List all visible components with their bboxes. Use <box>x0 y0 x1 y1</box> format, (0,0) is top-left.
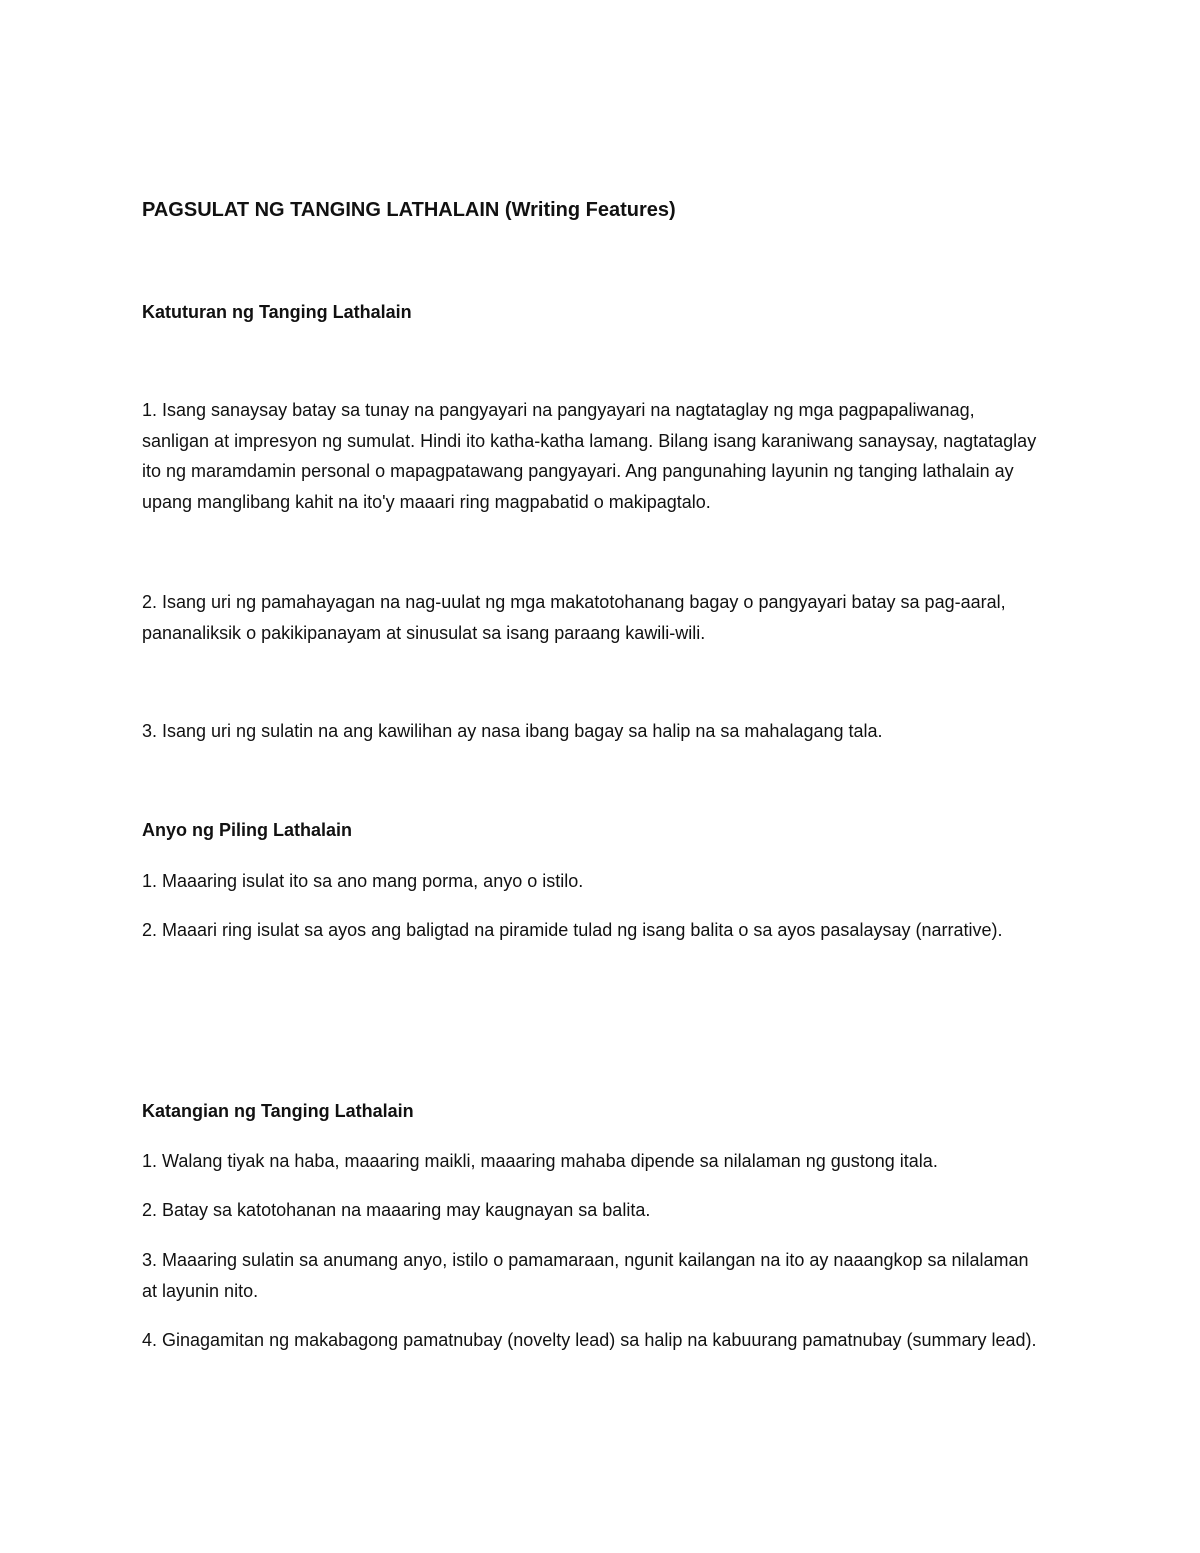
list-item: 2. Maaari ring isulat sa ayos ang baligtad na piramide tulad ng isang balita o sa ayos pasalaysay (narrative). <box>142 920 1003 940</box>
document-title: PAGSULAT NG TANGING LATHALAIN (Writing Features) <box>142 199 676 221</box>
list-item: 1. Walang tiyak na haba, maaaring maikli, maaaring mahaba dipende sa nilalaman ng gustong itala. <box>142 1151 938 1171</box>
list-item: 4. Ginagamitan ng makabagong pamatnubay (novelty lead) sa halip na kabuurang pamatnubay (summary lead). <box>142 1330 1037 1350</box>
section-heading-katangian: Katangian ng Tanging Lathalain <box>142 1101 414 1121</box>
section-heading-anyo: Anyo ng Piling Lathalain <box>142 820 353 840</box>
list-item: 1. Maaaring isulat ito sa ano mang porma, anyo o istilo. <box>142 871 584 891</box>
list-item: 2. Batay sa katotohanan na maaaring may kaugnayan sa balita. <box>142 1200 651 1220</box>
list-item: 3. Maaaring sulatin sa anumang anyo, istilo o pamamaraan, ngunit kailangan na ito ay naaangkop sa nilalaman at layunin nito. <box>142 1250 1029 1301</box>
list-item: 1. Isang sanaysay batay sa tunay na pangyayari na pangyayari na nagtataglay ng mga pagpapaliwanag, sanligan at impresyon ng sumulat. Hindi ito katha-katha lamang. Bilang isang karaniwang sanaysay, nagtataglay ito ng maramdamin personal o mapagpatawang pangyayari. Ang pangunahing layunin ng tanging lathalain ay upang manglibang kahit na ito'y maaari ring magpabatid o makipagtalo. <box>142 400 1037 512</box>
list-item: 3. Isang uri ng sulatin na ang kawilihan ay nasa ibang bagay sa halip na sa mahalagang tala. <box>142 721 883 741</box>
section-heading-katuturan: Katuturan ng Tanging Lathalain <box>142 302 412 322</box>
list-item: 2. Isang uri ng pamahayagan na nag-uulat ng mga makatotohanang bagay o pangyayari batay sa pag-aaral, pananaliksik o pakikipanayam at sinusulat sa isang paraang kawili-wili. <box>142 592 1006 643</box>
